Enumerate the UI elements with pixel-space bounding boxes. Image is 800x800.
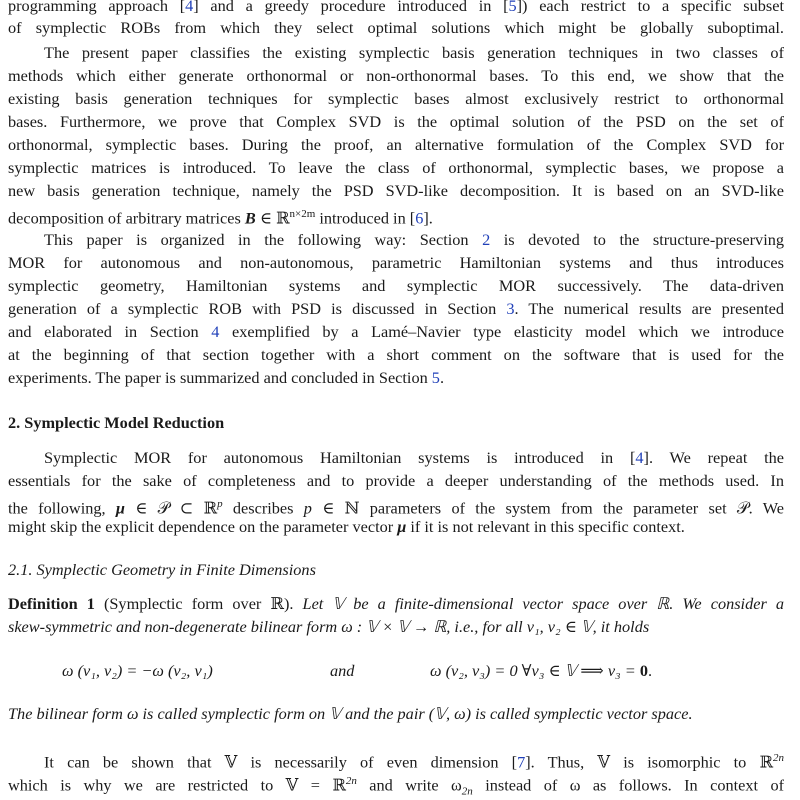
para3-line-3: generation of a symplectic ROB with PSD is discussed in Section 3. The numerical results are presented xyxy=(8,299,784,318)
equation-non-degenerate: ω (v₂, v₃) = 0 ∀v₃ ∈ 𝕍 ⟹ v₃ = 0. xyxy=(430,661,653,680)
para3-line-1: MOR for autonomous and non-autonomous, parametric Hamiltonian systems and thus introduces xyxy=(8,253,784,272)
para2-line-4: orthonormal, symplectic bases. During the proof, an alternative formulation of the Complex SVD for xyxy=(8,135,784,154)
para3-line-4: and elaborated in Section 4 exemplified by a Lamé–Navier type elasticity model which we introduce xyxy=(8,322,784,341)
para2-line-5: symplectic matrices is introduced. To leave the class of orthonormal, symplectic bases, we propose a xyxy=(8,158,784,177)
para3-line-6: experiments. The paper is summarized and concluded in Section 5. xyxy=(8,368,445,387)
subsection-2-1-heading: 2.1. Symplectic Geometry in Finite Dimensions xyxy=(8,560,316,579)
sec2-line-2: the following, μ ∈ 𝒫 ⊂ ℝ$^p$ describes p ∈ ℕ parameters of the system from the parameter set 𝒫. We xyxy=(8,498,784,518)
section-link-2[interactable]: 2 xyxy=(482,230,491,249)
section-link-3[interactable]: 3 xyxy=(506,299,515,318)
sec2-line-0: Symplectic MOR for autonomous Hamiltonian systems is introduced in [4]. We repeat the xyxy=(44,448,784,467)
definition-closing: The bilinear form ω is called symplectic form on 𝕍 and the pair (𝕍, ω) is called symplectic vector space. xyxy=(8,704,693,723)
section-2-heading: 2. Symplectic Model Reduction xyxy=(8,413,225,432)
para2-line-0: The present paper classifies the existing symplectic basis generation techniques in two classes of xyxy=(44,43,784,62)
definition-line-0: Definition 1 (Symplectic form over ℝ). Let 𝕍 be a finite-dimensional vector space over ℝ. We consider a xyxy=(8,594,784,613)
section-link-4[interactable]: 4 xyxy=(211,322,220,341)
para2-line-1: methods which either generate orthonormal or non-orthonormal bases. To this end, we show that the xyxy=(8,66,784,85)
para3-line-2: symplectic geometry, Hamiltonian systems and symplectic MOR successively. The data-driven xyxy=(8,276,784,295)
citation-7[interactable]: 7 xyxy=(517,752,526,772)
para2-line-3: bases. Furthermore, we prove that Complex SVD is the optimal solution of the PSD on the set of xyxy=(8,112,784,131)
after-line-1: which is why we are restricted to 𝕍 = ℝ$^{2n}$ and write $\omega_{2n}$ instead of ω as follows. In context of xyxy=(8,775,784,798)
sec2-line-1: essentials for the sake of completeness and to provide a deeper understanding of the methods used. In xyxy=(8,471,784,490)
after-line-0: It can be shown that 𝕍 is necessarily of even dimension [7]. Thus, 𝕍 is isomorphic to ℝ$^{2n}$ xyxy=(44,752,784,772)
citation-5[interactable]: 5 xyxy=(508,0,517,15)
para2-line-6: new basis generation technique, namely the PSD SVD-like decomposition. It is based on an SVD-like xyxy=(8,181,784,200)
citation-6[interactable]: 6 xyxy=(415,208,424,228)
equation-and: and xyxy=(330,661,355,680)
sec2-line-3: might skip the explicit dependence on the parameter vector μ if it is not relevant in this specific context. xyxy=(8,517,685,536)
intro-line-1: of symplectic ROBs from which they select optimal solutions which might be globally suboptimal. xyxy=(8,18,784,37)
definition-line-1: skew-symmetric and non-degenerate bilinear form ω : 𝕍 × 𝕍 → ℝ, i.e., for all v₁, v₂ ∈ 𝕍, it holds xyxy=(8,617,650,636)
para3-line-0: This paper is organized in the following way: Section 2 is devoted to the structure-preserving xyxy=(44,230,784,249)
para2-line-7: decomposition of arbitrary matrices B ∈ ℝ$^{n\times 2m}$ introduced in [6]. xyxy=(8,208,433,228)
para3-line-5: at the beginning of that section together with a short comment on the software that is used for the xyxy=(8,345,784,364)
section-link-5[interactable]: 5 xyxy=(431,368,440,387)
equation-skew-symmetry: ω (v₁, v₂) = −ω (v₂, v₁) xyxy=(62,661,213,680)
citation-4b[interactable]: 4 xyxy=(635,448,644,467)
citation-4[interactable]: 4 xyxy=(185,0,194,15)
intro-line-0: programming approach [4] and a greedy procedure introduced in [5]) each restrict to a specific subset xyxy=(8,0,784,16)
para2-line-2: existing basis generation techniques for symplectic bases almost exclusively restrict to orthonormal xyxy=(8,89,784,108)
definition-label: Definition 1 xyxy=(8,594,95,613)
